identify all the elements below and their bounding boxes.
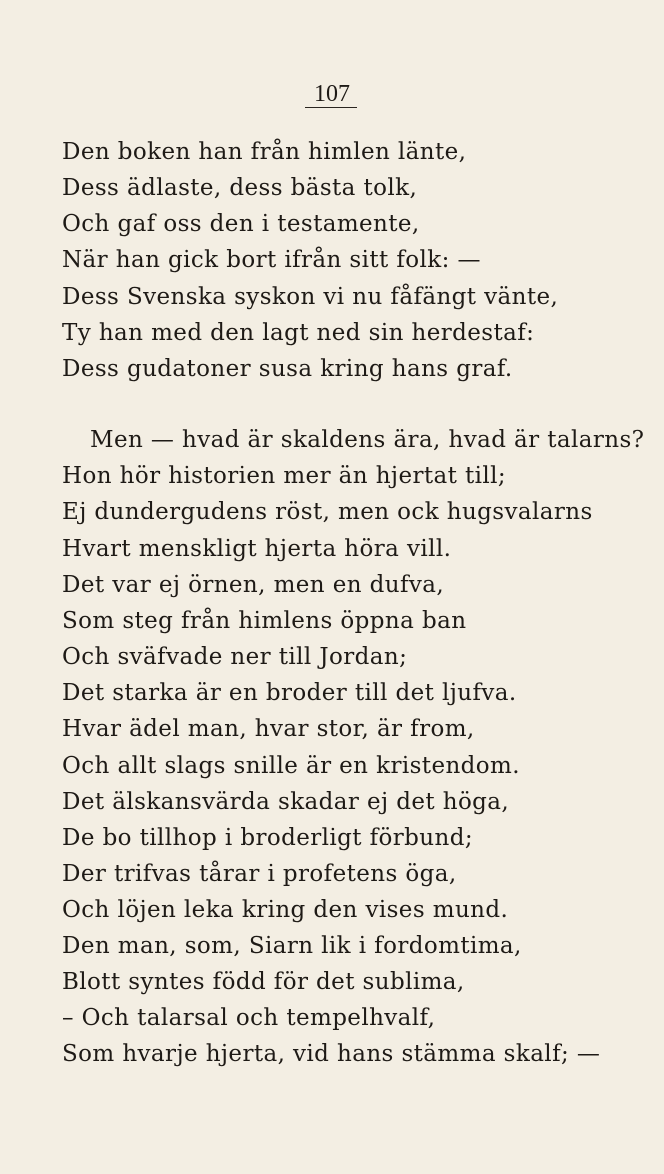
verse-line: Dess Svenska syskon vi nu fåfängt vänte, <box>62 284 559 310</box>
verse-line: Blott syntes född för det sublima, <box>62 969 465 995</box>
verse-line: Der trifvas tårar i profetens öga, <box>62 861 457 887</box>
verse-line: Det älskansvärda skadar ej det höga, <box>62 789 510 815</box>
verse-line: Ej dundergudens röst, men ock hugsvalarns <box>62 499 593 525</box>
verse-line: Men — hvad är skaldens ära, hvad är talarns? <box>90 427 645 453</box>
verse-line: Ty han med den lagt ned sin herdestaf: <box>62 320 535 346</box>
header-rule <box>305 107 357 108</box>
verse-line: Den boken han från himlen länte, <box>62 139 467 165</box>
verse-line: Den man, som, Siarn lik i fordomtima, <box>62 933 522 959</box>
verse-line: Och sväfvade ner till Jordan; <box>62 644 408 670</box>
verse-line: Hvart menskligt hjerta höra vill. <box>62 536 452 562</box>
verse-line: Det var ej örnen, men en dufva, <box>62 572 445 598</box>
verse-line: Och gaf oss den i testamente, <box>62 211 420 237</box>
verse-line: Som steg från himlens öppna ban <box>62 608 467 634</box>
page-number: 107 <box>314 81 350 107</box>
verse-line: Och allt slags snille är en kristendom. <box>62 753 520 779</box>
verse-line: Som hvarje hjerta, vid hans stämma skalf; — <box>62 1041 601 1067</box>
verse-line: Hon hör historien mer än hjertat till; <box>62 463 507 489</box>
verse-line: De bo tillhop i broderligt förbund; <box>62 825 473 851</box>
verse-line: Dess ädlaste, dess bästa tolk, <box>62 175 418 201</box>
verse-line: Hvar ädel man, hvar stor, är from, <box>62 716 475 742</box>
verse-line: Det starka är en broder till det ljufva. <box>62 680 517 706</box>
verse-line: Dess gudatoner susa kring hans graf. <box>62 356 513 382</box>
verse-line: Och löjen leka kring den vises mund. <box>62 897 509 923</box>
verse-line: – Och talarsal och tempelhvalf, <box>62 1005 436 1031</box>
verse-line: När han gick bort ifrån sitt folk: — <box>62 247 481 273</box>
